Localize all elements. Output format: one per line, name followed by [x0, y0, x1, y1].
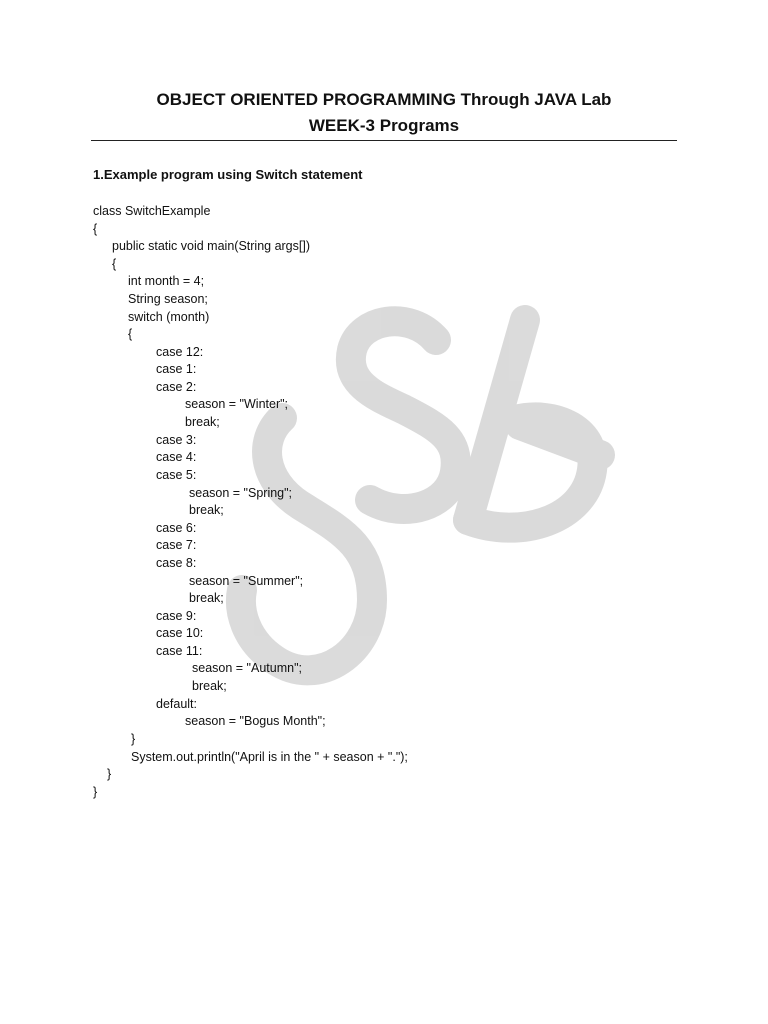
code-line: case 5: [156, 468, 197, 482]
code-line: case 3: [156, 433, 197, 447]
code-line: case 1: [156, 362, 197, 376]
code-line: season = "Autumn"; [192, 661, 302, 675]
code-line: class SwitchExample [93, 204, 211, 218]
code-line: season = "Spring"; [189, 486, 293, 500]
code-line: default: [156, 697, 198, 711]
code-line: case 7: [156, 538, 197, 552]
code-line: case 2: [156, 380, 197, 394]
code-line: String season; [128, 292, 208, 306]
code-line: System.out.println("April is in the " + season + "."); [131, 750, 408, 764]
section-heading: 1.Example program using Switch statement [93, 167, 363, 182]
document-title: OBJECT ORIENTED PROGRAMMING Through JAVA Lab [156, 90, 612, 109]
code-line: season = "Bogus Month"; [185, 714, 326, 728]
title-divider [91, 140, 677, 141]
code-line: switch (month) [128, 310, 210, 324]
code-line: case 11: [156, 644, 203, 658]
code-line: case 9: [156, 609, 197, 623]
code-line: break; [189, 591, 224, 605]
code-line: case 6: [156, 521, 197, 535]
code-line: case 12: [156, 345, 204, 359]
code-line: public static void main(String args[]) [112, 239, 310, 253]
document-subtitle: WEEK-3 Programs [308, 116, 460, 135]
code-line: int month = 4; [128, 274, 205, 288]
code-line: break; [189, 503, 224, 517]
code-line: break; [192, 679, 227, 693]
code-line: } [131, 732, 136, 746]
code-line: { [93, 222, 98, 236]
code-line: case 8: [156, 556, 197, 570]
code-line: season = "Summer"; [189, 574, 304, 588]
code-line: { [112, 257, 117, 271]
code-line: season = "Winter"; [185, 397, 289, 411]
code-line: { [128, 327, 133, 341]
code-line: } [93, 785, 98, 799]
code-line: case 4: [156, 450, 197, 464]
code-line: } [107, 767, 112, 781]
code-line: break; [185, 415, 220, 429]
code-line: case 10: [156, 626, 204, 640]
